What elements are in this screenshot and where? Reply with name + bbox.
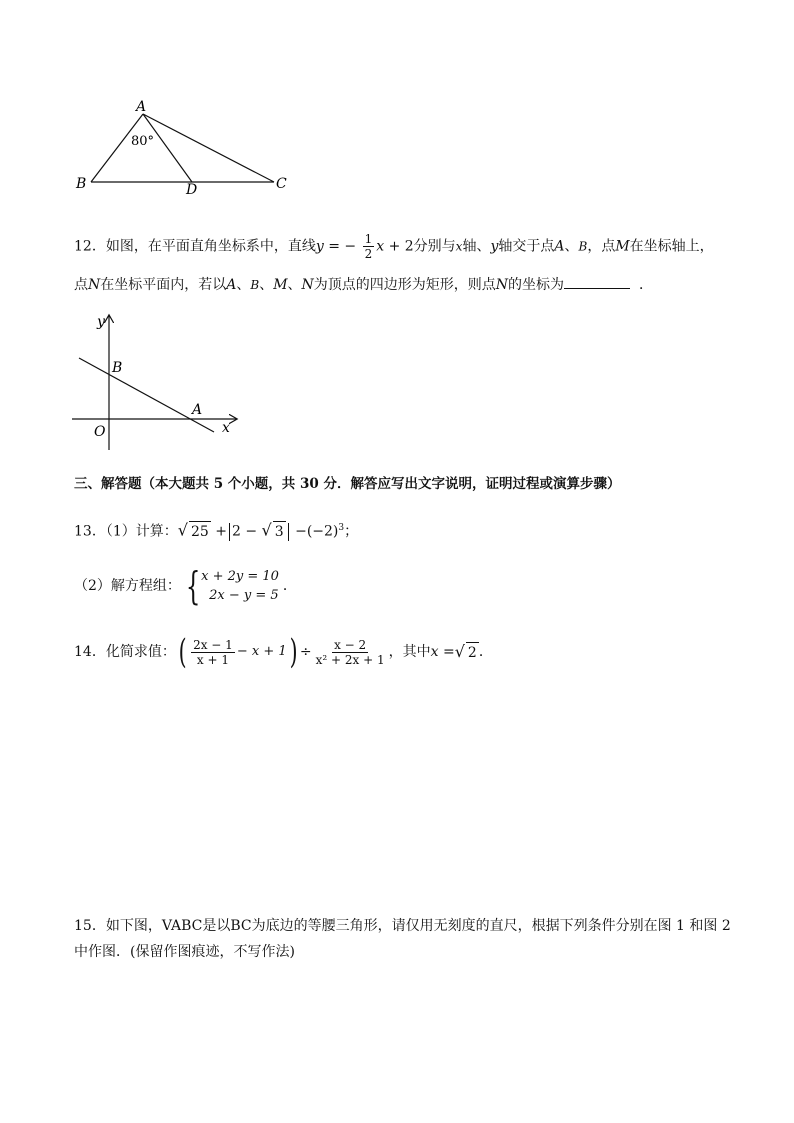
y-axis-label: y [97,314,105,330]
point-b-label: B [112,360,123,376]
q14: 14．化简求值： ( $\frac{2x - 1}{x + 1}$ − x + 1 ) ÷ $\frac{x - 2}{\text{x² + 2x + 1}}$ ，其中 x = √ 2 ． [74,632,493,672]
q14-fraction-1: $\frac{2x - 1}{x + 1}$ [193,637,233,667]
line-ab [79,358,214,432]
label-c: C [276,176,287,192]
angle-label: 80° [131,134,155,149]
q15-line1: 15．如下图，VABC是以BC为底边的等腰三角形，请仅用无刻度的直尺，根据下列条件分别在图 1 和图 2 [74,918,731,934]
label-a: A [136,99,147,115]
axes-figure [64,310,254,452]
q12-line2: 点N在坐标平面内，若以A、B、M、N为顶点的四边形为矩形，则点N的坐标为 ． [74,274,653,295]
sqrt-symbol: √ [177,520,188,540]
point-a-label: A [192,402,203,418]
label-d: D [186,182,198,198]
origin-label: O [94,424,106,440]
q13-part1: 13．（1）计算：√ 25 + 2 − √ $3 -(-2)^3$； [74,520,359,540]
q14-fraction-2: $\frac{x - 2}{\text{x² + 2x + 1}}$ [315,637,385,667]
q12-number: 12． [74,238,106,255]
side-ac [143,114,274,182]
triangle-figure [70,96,300,200]
equation-system: x + 2y = 10 2x − y = 5 [201,569,279,603]
label-b: B [76,176,87,192]
x-axis-label: x [222,420,230,436]
q12-fraction: $\frac{1}{2}$ [364,232,373,261]
system-brace: { [185,564,201,608]
q15-line2: 中作图．(保留作图痕迹，不写作法) [74,944,295,960]
q13-part2: （2）解方程组： { x + 2y = 10 2x − y = 5 ． [74,564,297,608]
q12-line1: 12．如图，在平面直角坐标系中，直线y = − $\frac{1}{2}$ x + 2分别与x轴、y轴交于点A、B，点M在坐标轴上， [74,232,714,261]
answer-blank[interactable] [564,274,630,289]
section-3-title: 三、解答题（本大题共 5 个小题，共 30 分．解答应写出文字说明，证明过程或演算步骤） [74,476,621,492]
